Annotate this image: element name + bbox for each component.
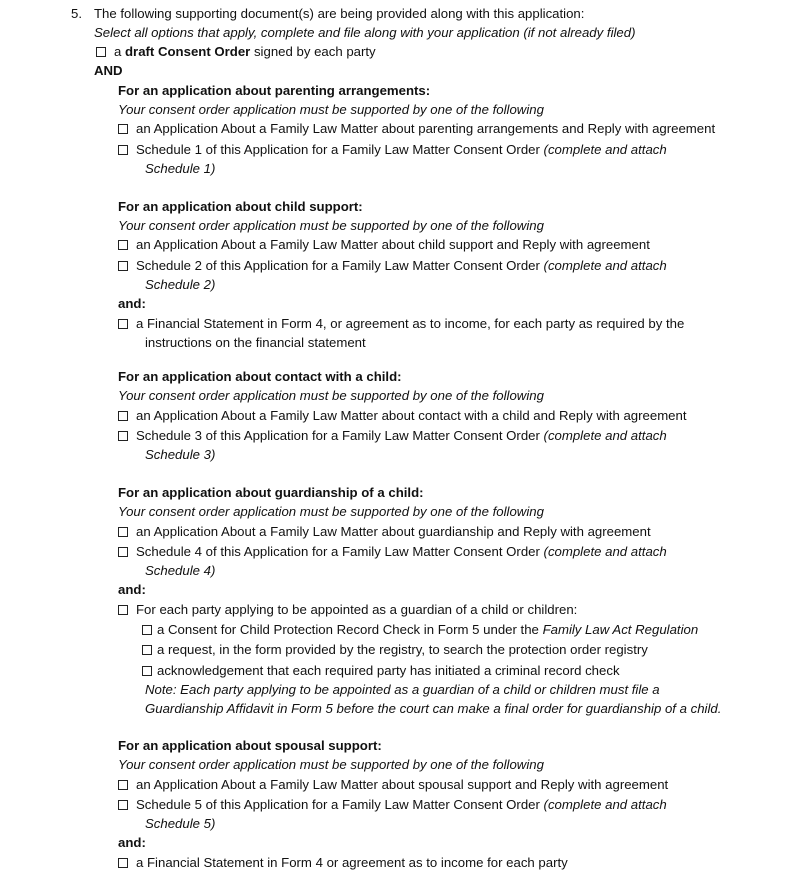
contact-option-2[interactable]: Schedule 3 of this Application for a Family Law Matter Consent Order (complete and attach <box>118 427 667 445</box>
guardianship-and: and: <box>118 582 146 597</box>
contact-option-2-continued: Schedule 3) <box>145 447 216 462</box>
spousal-support-and: and: <box>118 835 146 850</box>
guardianship-each-party-checkbox[interactable] <box>118 605 128 615</box>
instruction-text: Select all options that apply, complete and file along with your application (if not already filed) <box>94 25 636 40</box>
spousal-support-financial-statement-checkbox[interactable] <box>118 858 128 868</box>
parenting-option-2-continued: Schedule 1) <box>145 161 216 176</box>
contact-option-1[interactable]: an Application About a Family Law Matter about contact with a child and Reply with agreement <box>118 407 687 425</box>
guardianship-note-line-2: Guardianship Affidavit in Form 5 before the court can make a final order for guardianship of a child. <box>145 701 722 716</box>
guardianship-sub-option-3[interactable]: acknowledgement that each required party has initiated a criminal record check <box>142 662 620 680</box>
child-support-heading: For an application about child support: <box>118 199 363 214</box>
spousal-support-option-2-continued: Schedule 5) <box>145 816 216 831</box>
guardianship-option-2-checkbox[interactable] <box>118 547 128 557</box>
guardianship-option-1-checkbox[interactable] <box>118 527 128 537</box>
item-number: 5. <box>71 6 82 21</box>
spousal-support-option-2-checkbox[interactable] <box>118 800 128 810</box>
child-support-option-1[interactable]: an Application About a Family Law Matter about child support and Reply with agreement <box>118 236 650 254</box>
child-support-instruction: Your consent order application must be supported by one of the following <box>118 218 544 233</box>
contact-option-1-checkbox[interactable] <box>118 411 128 421</box>
parenting-option-1[interactable]: an Application About a Family Law Matter about parenting arrangements and Reply with agreement <box>118 120 715 138</box>
child-support-financial-statement-checkbox[interactable] <box>118 319 128 329</box>
guardianship-sub-option-3-checkbox[interactable] <box>142 666 152 676</box>
guardianship-instruction: Your consent order application must be supported by one of the following <box>118 504 544 519</box>
spousal-support-option-1[interactable]: an Application About a Family Law Matter about spousal support and Reply with agreement <box>118 776 668 794</box>
spousal-support-heading: For an application about spousal support: <box>118 738 382 753</box>
guardianship-sub-option-1[interactable]: a Consent for Child Protection Record Check in Form 5 under the Family Law Act Regulation <box>142 621 698 639</box>
guardianship-sub-option-2-checkbox[interactable] <box>142 645 152 655</box>
contact-instruction: Your consent order application must be supported by one of the following <box>118 388 544 403</box>
child-support-option-2[interactable]: Schedule 2 of this Application for a Family Law Matter Consent Order (complete and attach <box>118 257 667 275</box>
child-support-option-1-checkbox[interactable] <box>118 240 128 250</box>
guardianship-heading: For an application about guardianship of a child: <box>118 485 424 500</box>
parenting-heading: For an application about parenting arrangements: <box>118 83 431 98</box>
intro-text: The following supporting document(s) are being provided along with this application: <box>94 6 585 21</box>
guardianship-option-2[interactable]: Schedule 4 of this Application for a Family Law Matter Consent Order (complete and attach <box>118 543 667 561</box>
contact-heading: For an application about contact with a child: <box>118 369 402 384</box>
parenting-option-2-checkbox[interactable] <box>118 145 128 155</box>
parenting-option-1-checkbox[interactable] <box>118 124 128 134</box>
spousal-support-financial-statement[interactable]: a Financial Statement in Form 4 or agreement as to income for each party <box>118 854 568 872</box>
guardianship-each-party-option[interactable]: For each party applying to be appointed as a guardian of a child or children: <box>118 601 577 619</box>
guardianship-note-line-1: Note: Each party applying to be appointed as a guardian of a child or children must file a <box>145 682 660 697</box>
spousal-support-option-1-checkbox[interactable] <box>118 780 128 790</box>
contact-option-2-checkbox[interactable] <box>118 431 128 441</box>
parenting-instruction: Your consent order application must be supported by one of the following <box>118 102 544 117</box>
guardianship-sub-option-2[interactable]: a request, in the form provided by the registry, to search the protection order registry <box>142 641 648 659</box>
spousal-support-option-2[interactable]: Schedule 5 of this Application for a Family Law Matter Consent Order (complete and attach <box>118 796 667 814</box>
draft-consent-order-option[interactable]: a draft Consent Order signed by each party <box>96 43 376 61</box>
child-support-option-2-continued: Schedule 2) <box>145 277 216 292</box>
child-support-financial-statement[interactable]: a Financial Statement in Form 4, or agreement as to income, for each party as required by the <box>118 315 684 333</box>
child-support-financial-statement-continued: instructions on the financial statement <box>145 335 366 350</box>
guardianship-option-1[interactable]: an Application About a Family Law Matter about guardianship and Reply with agreement <box>118 523 651 541</box>
parenting-option-2[interactable]: Schedule 1 of this Application for a Family Law Matter Consent Order (complete and attach <box>118 141 667 159</box>
spousal-support-instruction: Your consent order application must be supported by one of the following <box>118 757 544 772</box>
child-support-and: and: <box>118 296 146 311</box>
child-support-option-2-checkbox[interactable] <box>118 261 128 271</box>
draft-consent-order-checkbox[interactable] <box>96 47 106 57</box>
guardianship-option-2-continued: Schedule 4) <box>145 563 216 578</box>
and-separator: AND <box>94 63 123 78</box>
guardianship-sub-option-1-checkbox[interactable] <box>142 625 152 635</box>
